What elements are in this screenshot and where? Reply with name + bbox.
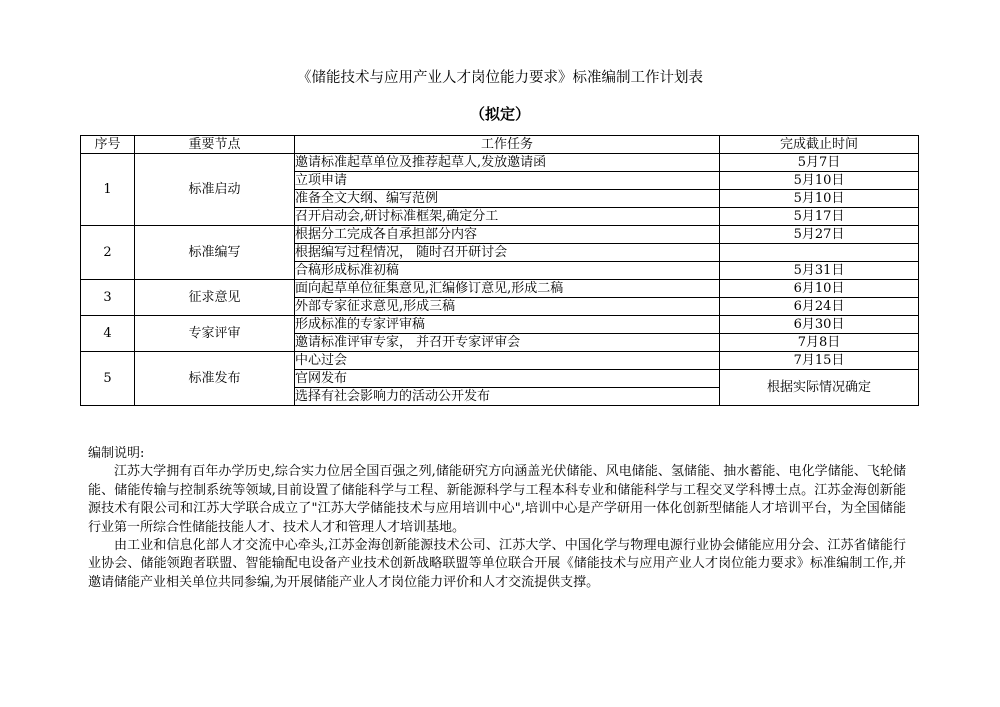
- task-cell: 邀请标准起草单位及推荐起草人,发放邀请函: [295, 154, 720, 172]
- deadline-cell: 6月30日: [720, 316, 919, 334]
- document-subtitle: （拟定）: [469, 105, 530, 123]
- deadline-cell: 根据实际情况确定: [720, 370, 919, 406]
- task-cell: 邀请标准评审专家， 并召开专家评审会: [295, 334, 720, 352]
- task-cell: 准备全文大纲、编写范例: [295, 190, 720, 208]
- row-number: 1: [81, 154, 135, 226]
- deadline-cell: 6月24日: [720, 298, 919, 316]
- task-cell: 中心过会: [295, 352, 720, 370]
- deadline-cell: 7月8日: [720, 334, 919, 352]
- task-cell: 立项申请: [295, 172, 720, 190]
- task-cell: 官网发布: [295, 370, 720, 388]
- deadline-cell: 5月7日: [720, 154, 919, 172]
- header-deadline: 完成截止时间: [720, 136, 919, 154]
- milestone-cell: 标准编写: [135, 226, 295, 280]
- row-number: 5: [81, 352, 135, 406]
- row-number: 2: [81, 226, 135, 280]
- table-row: [81, 154, 919, 172]
- table-row: [81, 280, 919, 298]
- table-row: [81, 352, 919, 370]
- compilation-notes: [88, 445, 906, 592]
- task-cell: 根据分工完成各自承担部分内容: [295, 226, 720, 244]
- row-number: 4: [81, 316, 135, 352]
- deadline-cell: 5月27日: [720, 226, 919, 244]
- deadline-cell: 5月17日: [720, 208, 919, 226]
- task-cell: 根据编写过程情况， 随时召开研讨会: [295, 244, 720, 262]
- row-number: 3: [81, 280, 135, 316]
- header-number: 序号: [81, 136, 135, 154]
- milestone-cell: 征求意见: [135, 280, 295, 316]
- table-row: [81, 226, 919, 244]
- task-cell: 外部专家征求意见,形成三稿: [295, 298, 720, 316]
- deadline-cell: [720, 244, 919, 262]
- task-cell: 合稿形成标准初稿: [295, 262, 720, 280]
- deadline-cell: 5月10日: [720, 190, 919, 208]
- notes-heading: 编制说明:: [88, 446, 145, 461]
- milestone-cell: 标准发布: [135, 352, 295, 406]
- task-cell: 面向起草单位征集意见,汇编修订意见,形成二稿: [295, 280, 720, 298]
- deadline-cell: 7月15日: [720, 352, 919, 370]
- work-plan-table: [80, 135, 919, 406]
- document-title: 《储能技术与应用产业人才岗位能力要求》标准编制工作计划表: [297, 70, 703, 86]
- header-task: 工作任务: [295, 136, 720, 154]
- header-milestone: 重要节点: [135, 136, 295, 154]
- deadline-cell: 5月31日: [720, 262, 919, 280]
- task-cell: 选择有社会影响力的活动公开发布: [295, 388, 720, 406]
- milestone-cell: 专家评审: [135, 316, 295, 352]
- table-row: [81, 316, 919, 334]
- notes-paragraph: 江苏大学拥有百年办学历史,综合实力位居全国百强之列,储能研究方向涵盖光伏储能、风电储能、氢储能、抽水蓄能、电化学储能、飞轮储能、储能传输与控制系统等领域,目前设置了储能科学与工程、新能源科学与工程本科专业和储能科学与工程交叉学科博士点。江苏金海创新能源技术有限公司和江苏大学联合成立了"江苏大学储能技术与应用培训中心",培训中心是产学研用一体化创新型储能人才培训平台，为全国储能行业第一所综合性储能技能人才、技术人才和管理人才培训基地。: [88, 464, 906, 535]
- task-cell: 召开启动会,研讨标准框架,确定分工: [295, 208, 720, 226]
- deadline-cell: 6月10日: [720, 280, 919, 298]
- table-header-row: [81, 136, 919, 154]
- deadline-cell: 5月10日: [720, 172, 919, 190]
- task-cell: 形成标准的专家评审稿: [295, 316, 720, 334]
- notes-paragraph: 由工业和信息化部人才交流中心牵头,江苏金海创新能源技术公司、江苏大学、中国化学与物理电源行业协会储能应用分会、江苏省储能行业协会、储能领跑者联盟、智能输配电设备产业技术创新战略联盟等单位联合开展《储能技术与应用产业人才岗位能力要求》标准编制工作,并邀请储能产业相关单位共同参编,为开展储能产业人才岗位能力评价和人才交流提供支撑。: [88, 538, 906, 590]
- milestone-cell: 标准启动: [135, 154, 295, 226]
